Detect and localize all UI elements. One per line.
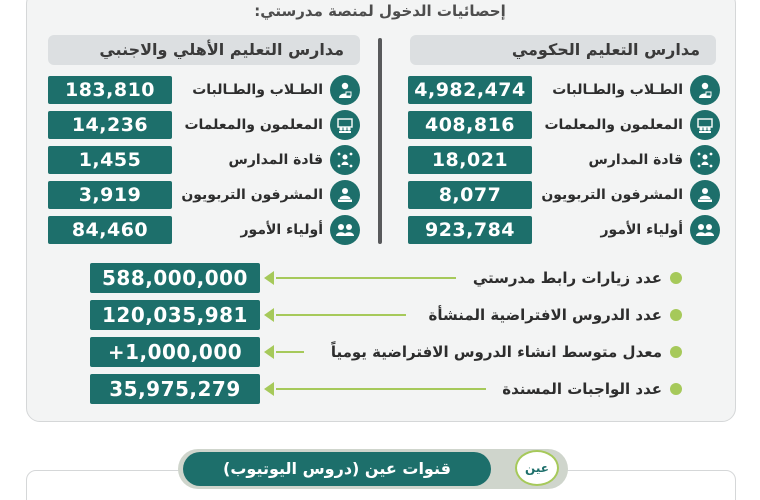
channels-title: قنوات عين (دروس اليوتيوب) <box>183 452 491 486</box>
connector-line <box>276 314 406 316</box>
government-schools-header: مدارس التعليم الحكومي <box>410 35 716 65</box>
supervisor-icon <box>330 180 360 210</box>
private-row-students <box>48 75 360 105</box>
connector-line <box>276 388 486 390</box>
stat-virtual-lessons-value: 120,035,981 <box>90 300 260 330</box>
gov-row-students <box>408 75 720 105</box>
students-icon <box>330 75 360 105</box>
parents-icon <box>330 215 360 245</box>
private-teachers-label: المعلمون والمعلمات <box>184 117 323 133</box>
private-supervisors-value: 3,919 <box>48 181 172 209</box>
gov-leaders-label: قادة المدارس <box>588 152 683 168</box>
stat-site-visits-label: عدد زيارات رابط مدرستي <box>472 269 662 287</box>
private-row-leaders <box>48 145 360 175</box>
stat-virtual-lessons <box>90 300 690 330</box>
private-row-parents <box>48 215 360 245</box>
gov-students-value: 4,982,474 <box>408 76 532 104</box>
gov-teachers-value: 408,816 <box>408 111 532 139</box>
stat-site-visits-value: 588,000,000 <box>90 263 260 293</box>
stat-virtual-lessons-label: عدد الدروس الافتراضية المنشأة <box>428 306 662 324</box>
private-row-teachers <box>48 110 360 140</box>
panel-title: إحصائيات الدخول لمنصة مدرستي: <box>254 2 506 20</box>
column-divider <box>378 38 382 244</box>
private-supervisors-label: المشرفون التربويون <box>181 187 323 203</box>
leaders-icon <box>690 145 720 175</box>
private-leaders-value: 1,455 <box>48 146 172 174</box>
gov-row-teachers <box>408 110 720 140</box>
gov-parents-value: 923,784 <box>408 216 532 244</box>
ein-logo-icon: عين <box>515 450 559 486</box>
bullet-dot-icon <box>670 272 682 284</box>
stat-assignments-value: 35,975,279 <box>90 374 260 404</box>
gov-row-supervisors <box>408 180 720 210</box>
teachers-icon <box>330 110 360 140</box>
private-leaders-label: قادة المدارس <box>228 152 323 168</box>
stat-daily-lessons-value: +1,000,000 <box>90 337 260 367</box>
private-schools-header: مدارس التعليم الأهلي والاجنبي <box>48 35 360 65</box>
gov-students-label: الطـلاب والطـالبات <box>552 82 683 98</box>
gov-row-leaders <box>408 145 720 175</box>
private-students-label: الطـلاب والطـالبات <box>192 82 323 98</box>
private-students-value: 183,810 <box>48 76 172 104</box>
stat-daily-lessons-label: معدل متوسط انشاء الدروس الافتراضية يومياً <box>330 343 662 361</box>
gov-parents-label: أولياء الأمور <box>600 222 683 238</box>
stat-daily-lessons-average <box>90 337 690 367</box>
gov-supervisors-value: 8,077 <box>408 181 532 209</box>
teachers-icon <box>690 110 720 140</box>
connector-line <box>276 351 304 353</box>
bullet-dot-icon <box>670 346 682 358</box>
connector-line <box>276 277 456 279</box>
parents-icon <box>690 215 720 245</box>
private-teachers-value: 14,236 <box>48 111 172 139</box>
private-parents-label: أولياء الأمور <box>240 222 323 238</box>
leaders-icon <box>330 145 360 175</box>
supervisor-icon <box>690 180 720 210</box>
private-row-supervisors <box>48 180 360 210</box>
private-parents-value: 84,460 <box>48 216 172 244</box>
students-icon <box>690 75 720 105</box>
bullet-dot-icon <box>670 309 682 321</box>
gov-supervisors-label: المشرفون التربويون <box>541 187 683 203</box>
gov-leaders-value: 18,021 <box>408 146 532 174</box>
gov-row-parents <box>408 215 720 245</box>
gov-teachers-label: المعلمون والمعلمات <box>544 117 683 133</box>
stat-assignments <box>90 374 690 404</box>
stat-assignments-label: عدد الواجبات المسندة <box>502 380 662 398</box>
stat-site-visits <box>90 263 690 293</box>
bullet-dot-icon <box>670 383 682 395</box>
